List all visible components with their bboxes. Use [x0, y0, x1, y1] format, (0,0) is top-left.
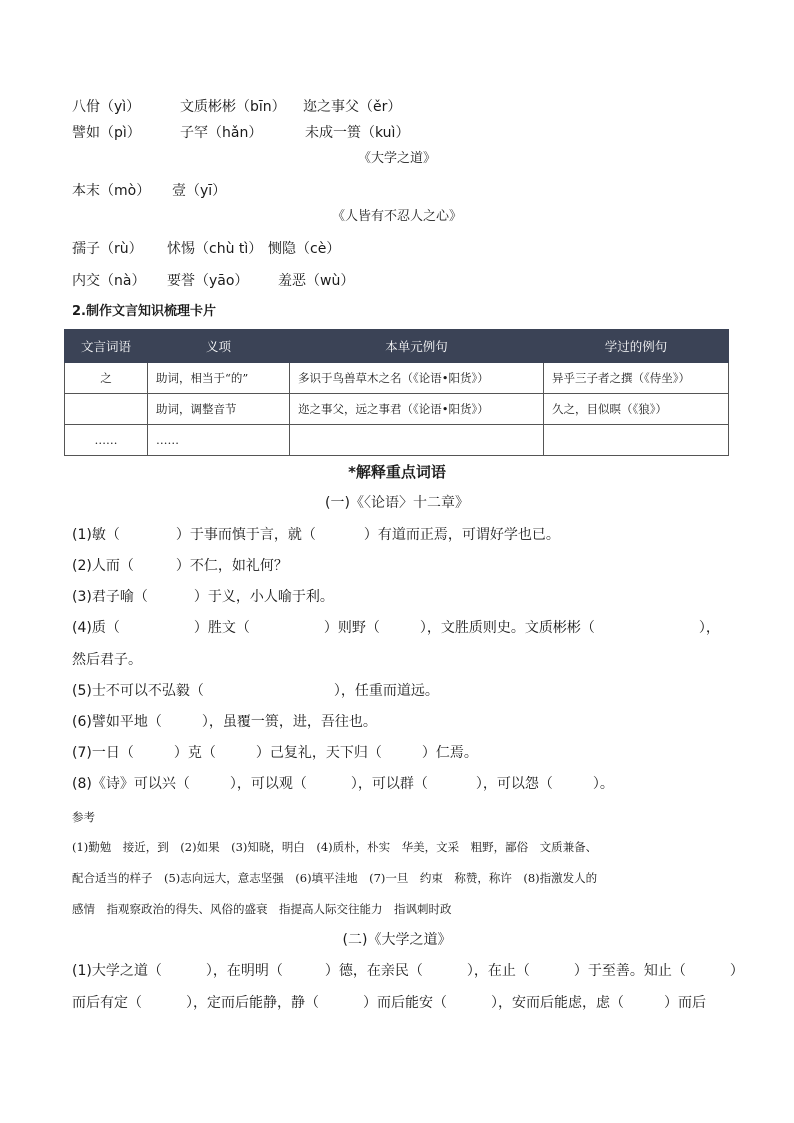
pron-item: 壹（yī）	[172, 183, 227, 199]
pron-item: 内交（nà）	[72, 273, 146, 289]
pron-item: 子罕（hǎn）	[180, 125, 263, 141]
question-text: ），虽覆一篑，进，吾往也。	[201, 714, 377, 730]
explain-heading: *解释重点词语	[348, 463, 446, 481]
question-text: ）德，在亲民（	[324, 963, 423, 979]
question-text: ）胜文（	[193, 620, 250, 636]
question-text: ），可以观（	[229, 776, 307, 792]
question-text: (3)君子喻（	[72, 589, 148, 605]
question-text: (8)《诗》可以兴（	[72, 776, 190, 792]
table-cell: 助词，相当于“的”	[148, 363, 290, 394]
question-line	[72, 557, 288, 575]
question-line	[72, 682, 439, 700]
pron-item: 八佾（yì）	[72, 99, 141, 115]
pron-item: 怵惕（chù tì）	[167, 241, 263, 257]
question-text: ）有道而正焉，可谓好学也已。	[363, 527, 560, 543]
table-cell: 迩之事父，远之事君（《论语•阳货》）	[290, 394, 544, 425]
question-line	[72, 713, 377, 731]
question-text: ），可以怨（	[475, 776, 553, 792]
table-cell: ……	[65, 425, 148, 456]
pron-item: 恻隐（cè）	[268, 241, 341, 257]
table-row	[65, 363, 729, 394]
card-heading: 2.制作文言知识梳理卡片	[72, 304, 216, 319]
question-text: ），可以群（	[350, 776, 428, 792]
question-line	[72, 526, 560, 544]
question-text: ），在止（	[466, 963, 530, 979]
question-text: ）己复礼，天下归（	[255, 745, 382, 761]
table-row	[65, 394, 729, 425]
question-line	[72, 619, 720, 637]
pron-item: 未成一篑（kuì）	[305, 125, 410, 141]
question-line: 然后君子。	[72, 652, 142, 668]
question-text: ），安而后能虑，虑（	[491, 995, 624, 1011]
question-text: ）克（	[173, 745, 216, 761]
question-line	[72, 962, 744, 980]
pron-item: 迩之事父（ěr）	[303, 99, 402, 115]
question-line	[72, 588, 334, 606]
pron-item: 要誉（yāo）	[167, 273, 249, 289]
table-row	[65, 425, 729, 456]
table-cell: 多识于鸟兽草木之名（《论语•阳货》）	[290, 363, 544, 394]
table-cell: 异乎三子者之撰（《侍坐》）	[544, 363, 729, 394]
reference-text: (1)勤勉 接近，到 (2)如果 (3)知晓，明白 (4)质朴，朴实 华美，文采 粗野，鄙俗 文质兼备、	[72, 840, 598, 854]
question-text: (7)一日（	[72, 745, 134, 761]
question-text: (1)敏（	[72, 527, 120, 543]
question-text: (4)质（	[72, 620, 120, 636]
column-header: 义项	[148, 330, 290, 363]
question-text: (2)人而（	[72, 558, 134, 574]
question-text: ）则野（	[323, 620, 380, 636]
pron-item: 本末（mò）	[72, 183, 151, 199]
question-text: ）于事而慎于言，就（	[175, 527, 316, 543]
question-text: ）于至善。知止（	[573, 963, 686, 979]
section-title: (一)《〈论语〉十二章》	[325, 495, 469, 511]
table-cell: ……	[148, 425, 290, 456]
pron-item: 譬如（pì）	[72, 125, 141, 141]
question-text: ），定而后能静，静（	[186, 995, 319, 1011]
reference-text: 感情 指观察政治的得失、风俗的盛衰 指提高人际交往能力 指讽刺时政	[72, 902, 452, 916]
section-title: (二)《大学之道》	[342, 932, 452, 948]
question-text: ），在明明（	[205, 963, 283, 979]
question-text: ）。	[592, 776, 614, 792]
pron-item: 孺子（rù）	[72, 241, 143, 257]
question-text: (1)大学之道（	[72, 963, 162, 979]
section-title: 《大学之道》	[357, 151, 436, 166]
table-cell: 久之，目似暝（《狼》）	[544, 394, 729, 425]
table-cell	[65, 394, 148, 425]
column-header: 学过的例句	[544, 330, 729, 363]
reference-label: 参考	[72, 810, 95, 824]
table-cell	[290, 425, 544, 456]
table-header-row	[65, 330, 729, 363]
question-text: ）	[729, 963, 744, 979]
question-text: (6)譬如平地（	[72, 714, 162, 730]
pron-item: 文质彬彬（bīn）	[180, 99, 286, 115]
question-text: 而后有定（	[72, 995, 142, 1011]
question-line	[72, 775, 614, 793]
section-title: 《人皆有不忍人之心》	[331, 209, 462, 224]
table-cell: 助词，调整音节	[148, 394, 290, 425]
question-text: ）于义，小人喻于利。	[193, 589, 334, 605]
question-text: ），	[698, 620, 720, 636]
reference-text: 配合适当的样子 (5)志向远大，意志坚强 (6)填平洼地 (7)一旦 约束 称赞，称许 (8)指激发人的	[72, 871, 598, 885]
column-header: 文言词语	[65, 330, 148, 363]
column-header: 本单元例句	[290, 330, 544, 363]
question-text: ）而后	[664, 995, 706, 1011]
question-line	[72, 994, 706, 1012]
knowledge-card-table	[64, 329, 729, 456]
question-text: ）仁焉。	[421, 745, 478, 761]
table-cell	[544, 425, 729, 456]
question-text: ），文胜质则史。文质彬彬（	[419, 620, 595, 636]
question-text: ）而后能安（	[363, 995, 447, 1011]
question-text: (5)士不可以不弘毅（	[72, 683, 204, 699]
table-cell: 之	[65, 363, 148, 394]
pron-item: 羞恶（wù）	[278, 273, 355, 289]
question-line	[72, 744, 478, 762]
question-text: ），任重而道远。	[333, 683, 439, 699]
question-text: ）不仁，如礼何？	[175, 558, 288, 574]
